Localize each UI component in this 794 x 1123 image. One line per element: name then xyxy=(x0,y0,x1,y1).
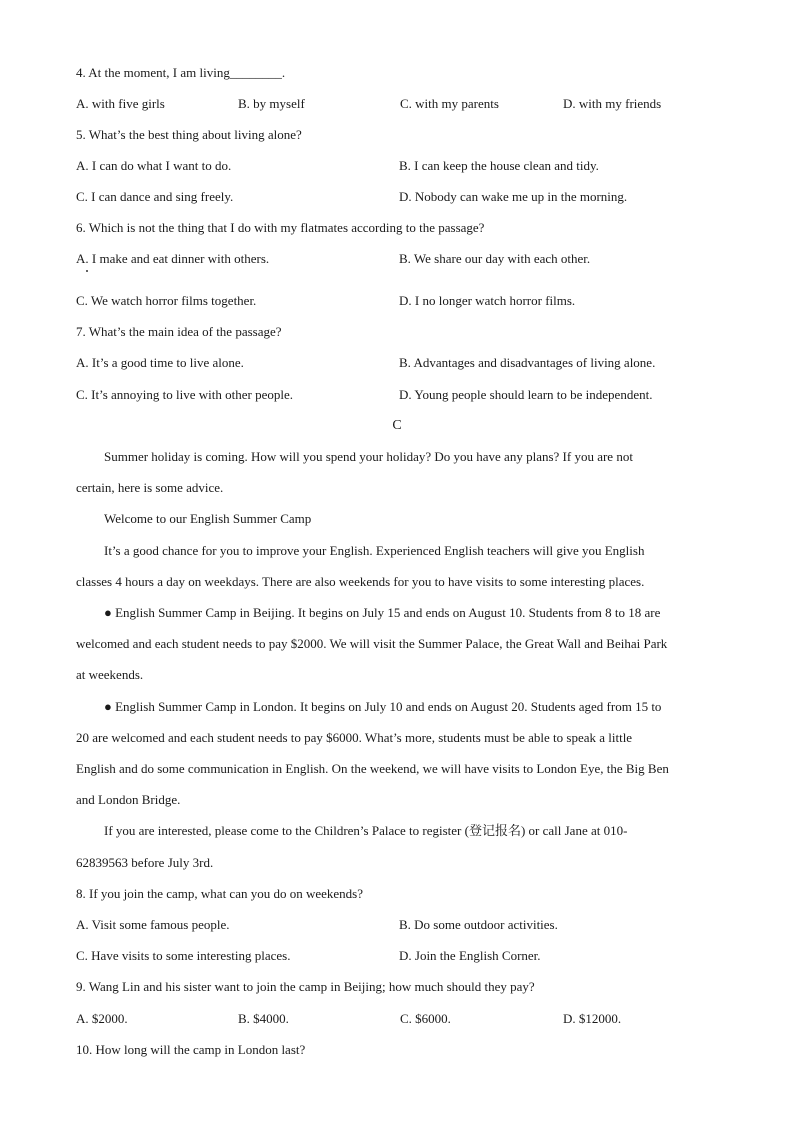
question-6-option-b: B. We share our day with each other. xyxy=(399,251,591,266)
passage-welcome-title: Welcome to our English Summer Camp xyxy=(104,511,312,526)
london-camp-line-1: ● English Summer Camp in London. It begins on July 10 and ends on August 20. Students aged from 15 to xyxy=(104,699,662,714)
question-6-stem: 6. Which is not the thing that I do with my flatmates according to the passage? xyxy=(76,220,485,235)
question-8-option-a: A. Visit some famous people. xyxy=(76,917,230,932)
question-4-option-a: A. with five girls xyxy=(76,96,165,111)
question-7-option-c: C. It’s annoying to live with other people. xyxy=(76,387,293,402)
question-5-option-d: D. Nobody can wake me up in the morning. xyxy=(399,189,628,204)
question-7-option-d: D. Young people should learn to be independent. xyxy=(399,387,653,402)
question-8-option-b: B. Do some outdoor activities. xyxy=(399,917,558,932)
question-7-option-a: A. It’s a good time to live alone. xyxy=(76,355,244,370)
question-8-option-d: D. Join the English Corner. xyxy=(399,948,541,963)
question-5-stem: 5. What’s the best thing about living alone? xyxy=(76,127,302,142)
contact-line-1: If you are interested, please come to the Children’s Palace to register (登记报名) or call Jane at 010- xyxy=(104,823,628,838)
question-6-option-d: D. I no longer watch horror films. xyxy=(399,293,576,308)
beijing-camp-line-3: at weekends. xyxy=(76,667,144,682)
question-10-stem: 10. How long will the camp in London last? xyxy=(76,1042,306,1057)
question-7-stem: 7. What’s the main idea of the passage? xyxy=(76,324,282,339)
question-5-option-a: A. I can do what I want to do. xyxy=(76,158,232,173)
question-9-option-a: A. $2000. xyxy=(76,1011,128,1026)
question-7-option-b: B. Advantages and disadvantages of living alone. xyxy=(399,355,656,370)
question-8-stem: 8. If you join the camp, what can you do on weekends? xyxy=(76,886,364,901)
question-9-option-d: D. $12000. xyxy=(563,1011,622,1026)
section-c-heading: C xyxy=(392,418,402,433)
london-camp-line-2: 20 are welcomed and each student needs to pay $6000. What’s more, students must be able to speak a little xyxy=(76,730,633,745)
question-8-option-c: C. Have visits to some interesting places. xyxy=(76,948,291,963)
question-9-option-b: B. $4000. xyxy=(238,1011,289,1026)
contact-line-2: 62839563 before July 3rd. xyxy=(76,855,214,870)
passage-intro-line-1: Summer holiday is coming. How will you spend your holiday? Do you have any plans? If you are not xyxy=(104,449,633,464)
passage-paragraph-1-line-1: It’s a good chance for you to improve your English. Experienced English teachers will give you English xyxy=(104,543,645,558)
question-5-option-b: B. I can keep the house clean and tidy. xyxy=(399,158,599,173)
question-5-option-c: C. I can dance and sing freely. xyxy=(76,189,234,204)
question-9-option-c: C. $6000. xyxy=(400,1011,451,1026)
question-4-stem: 4. At the moment, I am living________. xyxy=(76,65,286,80)
london-camp-line-4: and London Bridge. xyxy=(76,792,181,807)
question-9-stem: 9. Wang Lin and his sister want to join the camp in Beijing; how much should they pay? xyxy=(76,979,535,994)
london-camp-line-3: English and do some communication in English. On the weekend, we will have visits to London Eye, the Big Ben xyxy=(76,761,669,776)
beijing-camp-line-2: welcomed and each student needs to pay $2000. We will visit the Summer Palace, the Great Wall and Beihai Park xyxy=(76,636,668,651)
question-4-option-d: D. with my friends xyxy=(563,96,662,111)
passage-paragraph-1-line-2: classes 4 hours a day on weekdays. There are also weekends for you to have visits to some interesting places. xyxy=(76,574,645,589)
question-6-option-c: C. We watch horror films together. xyxy=(76,293,257,308)
beijing-camp-line-1: ● English Summer Camp in Beijing. It begins on July 15 and ends on August 10. Students from 8 to 18 are xyxy=(104,605,661,620)
passage-intro-line-2: certain, here is some advice. xyxy=(76,480,224,495)
question-4-option-b: B. by myself xyxy=(238,96,305,111)
question-6-option-a: A. I make and eat dinner with others. xyxy=(76,251,270,266)
question-4-option-c: C. with my parents xyxy=(400,96,499,111)
stray-dot-mark xyxy=(86,270,88,272)
